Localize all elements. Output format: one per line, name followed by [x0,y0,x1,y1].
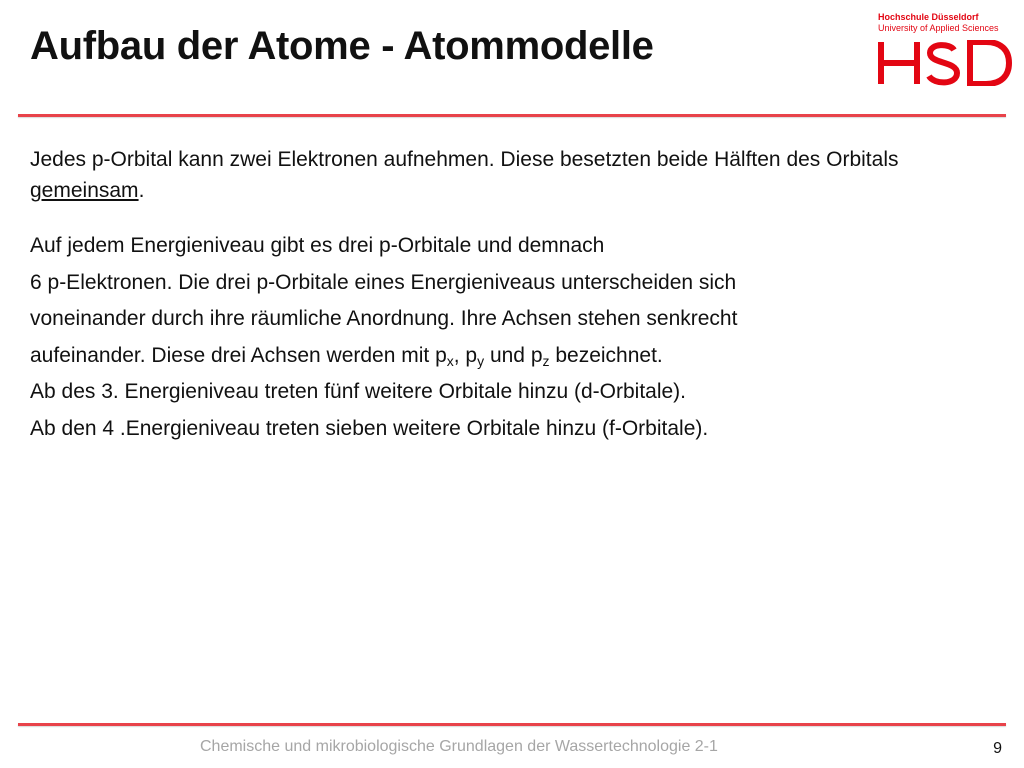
paragraph-p-orbital [30,144,1000,206]
logo-university-name: Hochschule Düsseldorf [878,12,979,22]
logo-university-subtitle: University of Applied Sciences [878,23,999,33]
page-number: 9 [993,740,1002,757]
text-line: Auf jedem Energieniveau gibt es drei p-Orbitale und demnach [30,234,605,257]
header-divider [18,114,1006,117]
underlined-word: gemeinsam [30,179,139,202]
subscript-z: z [542,352,550,369]
footer-divider [18,723,1006,726]
hsd-logo [878,12,1013,91]
axes-sep: , p [453,343,478,367]
axes-suffix: bezeichnet. [549,343,663,367]
para1-period: . [138,179,145,202]
axes-prefix: aufeinander. Diese drei Achsen werden mit p [30,343,447,367]
text-line: 6 p-Elektronen. Die drei p-Orbitale eines Energieniveaus unterscheiden sich [30,270,737,294]
paragraph-energy-levels [30,228,1000,447]
footer-course-title: Chemische und mikrobiologische Grundlagen der Wassertechnologie 2-1 [200,738,718,755]
text-line: Ab des 3. Energieniveau treten fünf weitere Orbitale hinzu (d-Orbitale). [30,380,687,403]
para1-text: Jedes p-Orbital kann zwei Elektronen aufnehmen. Diese besetzten beide Hälften des Orbitals [30,148,899,171]
axes-sep: und p [484,343,543,367]
text-line-axes [30,338,1000,375]
hsd-logo-mark [878,40,1013,91]
text-line: Ab den 4 .Energieniveau treten sieben weitere Orbitale hinzu (f-Orbitale). [30,416,709,440]
slide-title: Aufbau der Atome - Atommodelle [30,24,654,68]
subscript-y: y [477,352,485,369]
subscript-x: x [446,352,454,369]
text-line: voneinander durch ihre räumliche Anordnung. Ihre Achsen stehen senkrecht [30,307,738,330]
slide-body [30,144,1000,447]
